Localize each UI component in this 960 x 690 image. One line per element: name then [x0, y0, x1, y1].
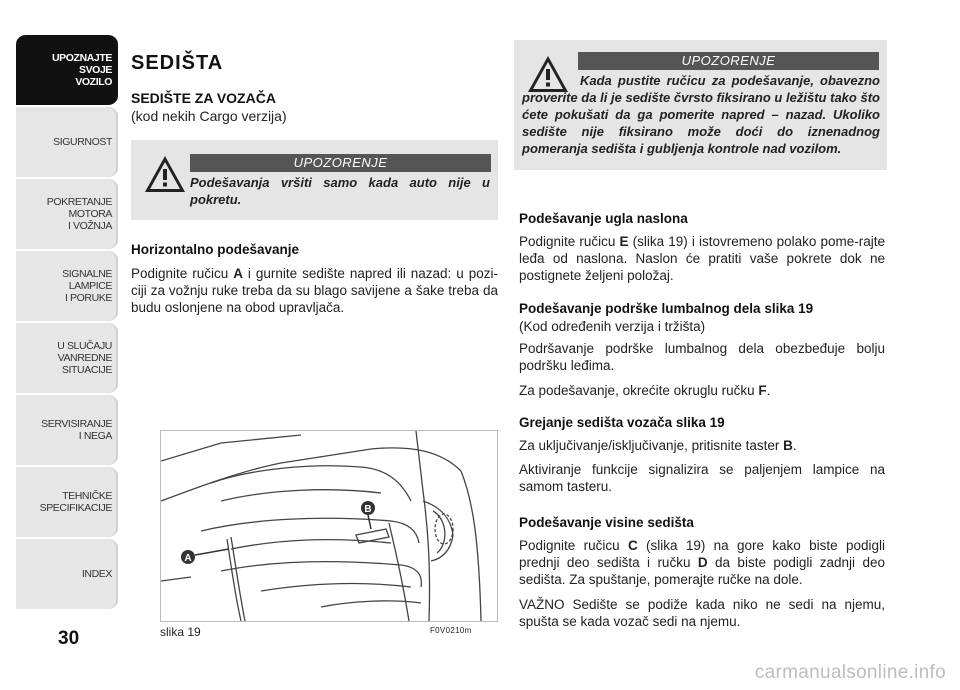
warning-label: UPOZORENJE [578, 52, 879, 70]
figure-label-a: A [184, 553, 192, 564]
backrest-text: Podignite ručicu E (slika 19) i istovremeno polako pome-rajte leđa od naslona. Naslon će pratiti vaše pokrete dok ne postignete željeni položaj. [519, 234, 885, 283]
seat-figure [160, 430, 498, 622]
height-text: Podignite ručicu C (slika 19) na gore kako biste podigli prednji deo sedišta i ručku D da biste podigli zadnji deo sedišta. Za spuštanje, pomerajte ručke na dole. [519, 538, 885, 587]
warning-label: UPOZORENJE [190, 154, 491, 172]
heating-text: Za uključivanje/isključivanje, pritisnite taster B. [519, 438, 797, 453]
watermark: carmanualsonline.info [754, 662, 946, 683]
seat-illustration [161, 431, 497, 621]
tab-pokretanje-motora[interactable]: POKRETANJE MOTORA I VOŽNJA [16, 178, 118, 250]
section-heading: SEDIŠTE ZA VOZAČA [131, 90, 276, 106]
tab-sigurnost[interactable]: SIGURNOST [16, 106, 118, 178]
section-note: (kod nekih Cargo verzija) [131, 108, 287, 124]
lumbar-text-2: Za podešavanje, okrećite okruglu ručku F. [519, 383, 771, 398]
warning-text: Podešavanja vršiti samo kada auto nije u pokretu. [190, 175, 490, 207]
tab-servisiranje[interactable]: SERVISIRANJE I NEGA [16, 394, 118, 466]
tab-signalne-lampice[interactable]: SIGNALNE LAMPICE I PORUKE [16, 250, 118, 322]
warning-text: Kada pustite ručicu za podešavanje, obavezno proverite da li je sedište čvrsto fiksirano u ležištu tako što ćete pokušati da ga pomerite napred – nazad. Ukoliko sedište nije fiksirano može doći do iznenadnog pomeranja sedišta i gubljenja kontrole nad vozilom. [522, 73, 880, 156]
warning-triangle-icon [143, 154, 187, 194]
horizontal-adjust-heading: Horizontalno podešavanje [131, 242, 300, 257]
page-number: 30 [58, 628, 80, 649]
warning-box-left [131, 140, 498, 220]
heating-heading: Grejanje sedišta vozača slika 19 [519, 415, 725, 430]
warning-box-right [514, 40, 887, 170]
lumbar-note: (Kod određenih verzija i tržišta) [519, 319, 706, 334]
tab-tehnicke-specifikacije[interactable]: TEHNIČKE SPECIFIKACIJE [16, 466, 118, 538]
backrest-heading: Podešavanje ugla naslona [519, 211, 688, 226]
lumbar-heading: Podešavanje podrške lumbalnog dela slika 19 [519, 301, 814, 316]
figure-label-b: B [364, 504, 372, 515]
page-title: SEDIŠTA [131, 52, 224, 74]
figure-code: F0V0210m [430, 626, 472, 635]
tab-vanredne-situacije[interactable]: U SLUČAJU VANREDNE SITUACIJE [16, 322, 118, 394]
figure-caption: slika 19 [160, 625, 201, 639]
heating-text-2: Aktiviranje funkcije signalizira se paljenjem lampice na samom tasteru. [519, 462, 885, 494]
tab-index[interactable]: INDEX [16, 538, 118, 610]
height-heading: Podešavanje visine sedišta [519, 515, 694, 530]
horizontal-adjust-text: Podignite ručicu A i gurnite sedište napred ili nazad: u pozi-ciji za vožnju ruke treba da su blago savijene a šake treba da budu oslonjene na obod upravljača. [131, 266, 498, 315]
height-text-2: VAŽNO Sedište se podiže kada niko ne sedi na njemu, spušta se kada vozač sedi na njemu. [519, 597, 885, 629]
tab-upoznajte-svoje-vozilo[interactable]: UPOZNAJTE SVOJE VOZILO [16, 34, 118, 106]
lumbar-text: Podršavanje podrške lumbalnog dela obezbeđuje bolju podršku leđima. [519, 341, 885, 373]
chapter-tabs [16, 34, 118, 610]
